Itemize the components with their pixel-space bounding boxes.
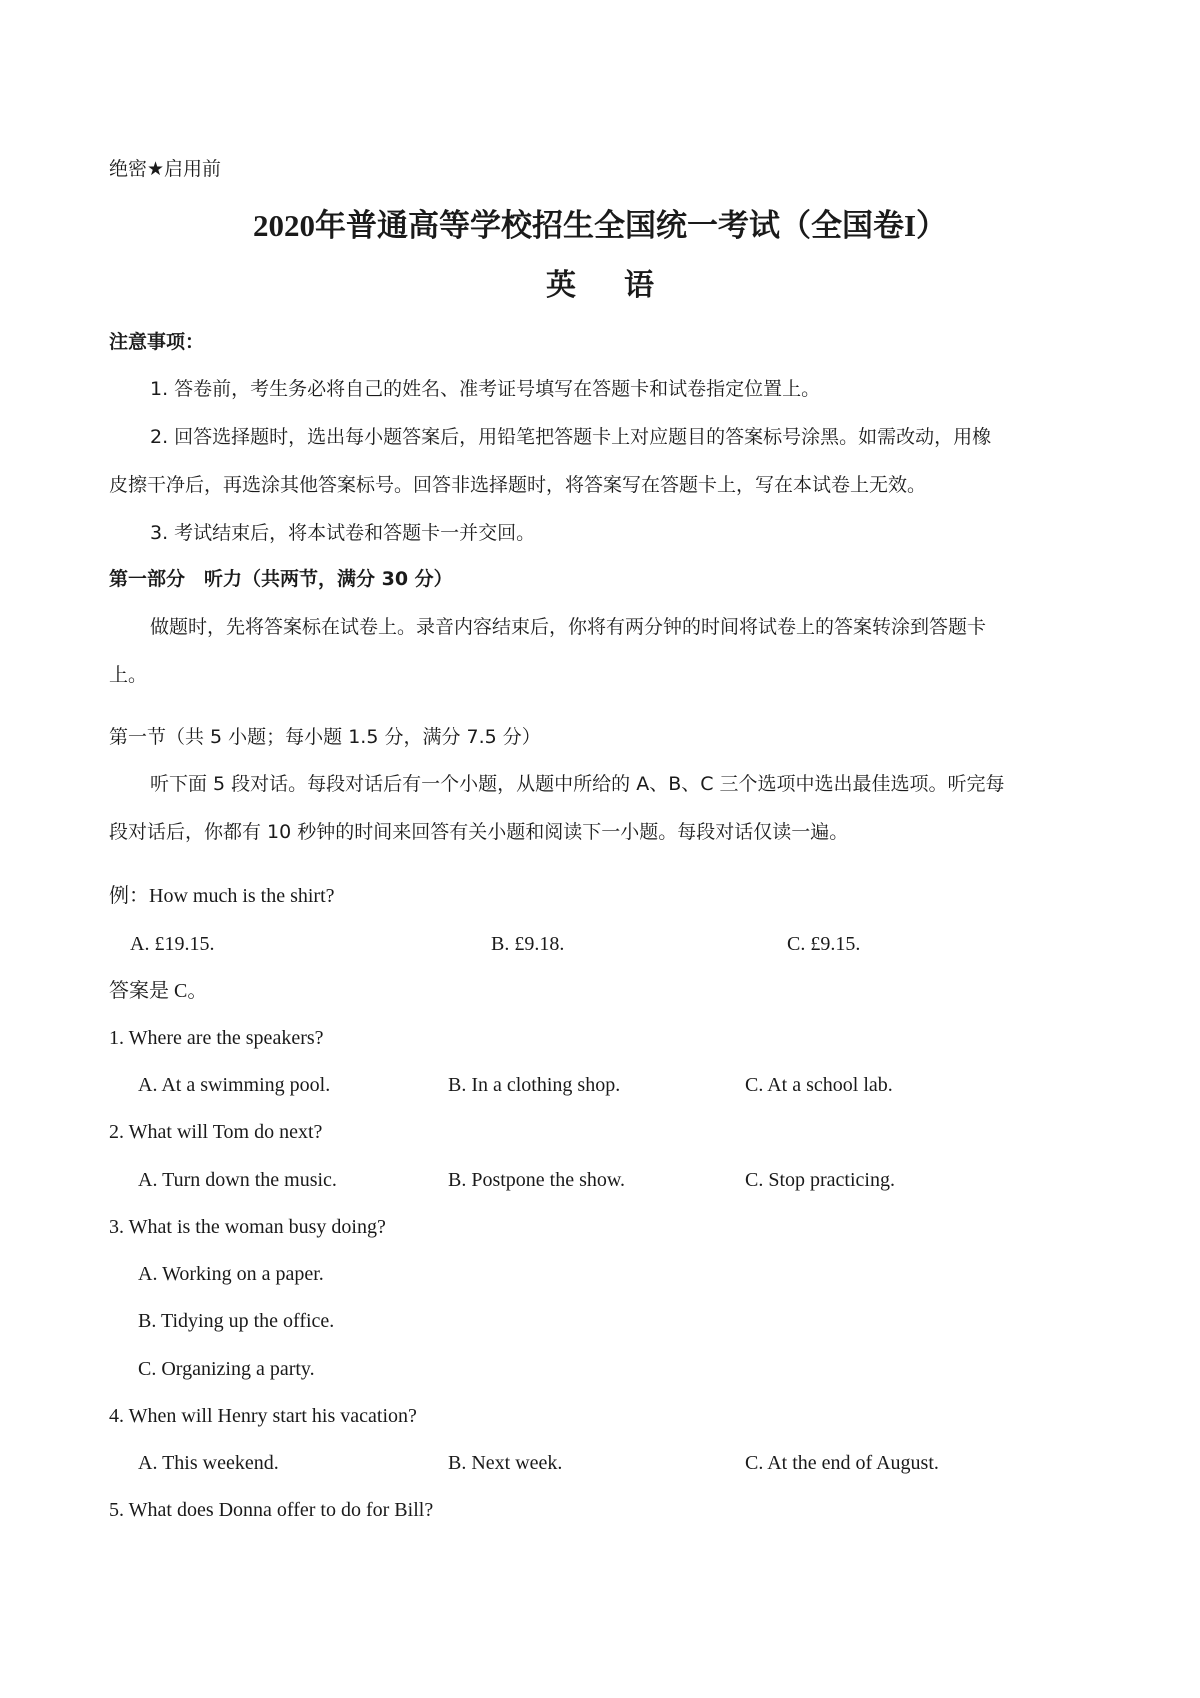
example-question: 例：How much is the shirt? (109, 885, 335, 907)
question-4-option-c: C. At the end of August. (745, 1452, 939, 1474)
question-4-option-b: B. Next week. (448, 1452, 563, 1474)
notice-item-1: 1. 答卷前，考生务必将自己的姓名、准考证号填写在答题卡和试卷指定位置上。 (150, 378, 821, 400)
example-answer: 答案是 C。 (109, 980, 208, 1002)
notice-heading: 注意事项： (109, 331, 205, 353)
question-1-option-c: C. At a school lab. (745, 1074, 893, 1096)
question-1: 1. Where are the speakers? (109, 1027, 324, 1049)
question-3-option-a: A. Working on a paper. (138, 1263, 324, 1285)
subject-char-1: 英 (546, 268, 576, 303)
part1-heading: 第一部分 听力（共两节，满分 30 分） (109, 568, 453, 590)
question-2-option-a: A. Turn down the music. (138, 1169, 337, 1191)
question-3-option-c: C. Organizing a party. (138, 1358, 315, 1380)
question-2-option-b: B. Postpone the show. (448, 1169, 626, 1191)
example-option-b: B. £9.18. (491, 933, 565, 955)
confidential-label: 绝密★启用前 (109, 158, 222, 180)
notice-item-2-line-2: 皮擦干净后，再选涂其他答案标号。回答非选择题时，将答案写在答题卡上，写在本试卷上无效。 (109, 474, 927, 496)
question-5: 5. What does Donna offer to do for Bill? (109, 1499, 434, 1521)
question-1-option-b: B. In a clothing shop. (448, 1074, 621, 1096)
notice-item-2-line-1: 2. 回答选择题时，选出每小题答案后，用铅笔把答题卡上对应题目的答案标号涂黑。如需改动，用橡 (150, 426, 992, 448)
section1-heading: 第一节（共 5 小题；每小题 1.5 分，满分 7.5 分） (109, 726, 541, 748)
subject-char-2: 语 (624, 268, 654, 303)
question-3-option-b: B. Tidying up the office. (138, 1310, 335, 1332)
example-option-a: A. £19.15. (130, 933, 215, 955)
section1-intro-line-2: 段对话后，你都有 10 秒钟的时间来回答有关小题和阅读下一小题。每段对话仅读一遍。 (109, 821, 849, 843)
part1-intro-line-2: 上。 (109, 664, 148, 686)
question-3: 3. What is the woman busy doing? (109, 1216, 386, 1238)
section1-intro-line-1: 听下面 5 段对话。每段对话后有一个小题，从题中所给的 A、B、C 三个选项中选出最佳选项。听完每 (150, 773, 1005, 795)
question-2-option-c: C. Stop practicing. (745, 1169, 895, 1191)
question-2: 2. What will Tom do next? (109, 1121, 323, 1143)
question-4: 4. When will Henry start his vacation? (109, 1405, 417, 1427)
question-4-option-a: A. This weekend. (138, 1452, 279, 1474)
subject-title (0, 266, 1200, 306)
question-1-option-a: A. At a swimming pool. (138, 1074, 331, 1096)
notice-item-3: 3. 考试结束后，将本试卷和答题卡一并交回。 (150, 522, 536, 544)
example-option-c: C. £9.15. (787, 933, 861, 955)
exam-title: 2020年普通高等学校招生全国统一考试（全国卷I） (252, 208, 948, 243)
part1-intro-line-1: 做题时，先将答案标在试卷上。录音内容结束后，你将有两分钟的时间将试卷上的答案转涂到答题卡 (150, 616, 987, 638)
